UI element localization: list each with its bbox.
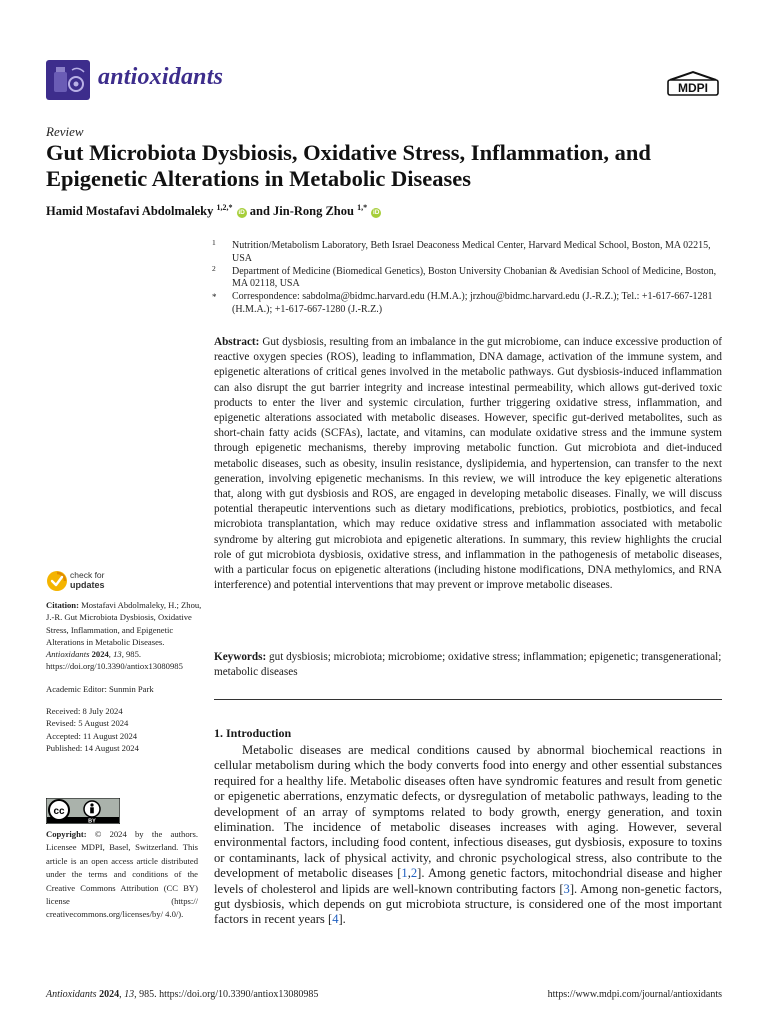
- cc-by-license-icon[interactable]: [46, 798, 120, 824]
- cc-glyph: cc: [53, 806, 65, 817]
- affiliation-mark: 2: [212, 263, 216, 273]
- intro-text: ].: [338, 912, 346, 927]
- footer-doi[interactable]: , 985. https://doi.org/10.3390/antiox13080985: [134, 989, 319, 1000]
- correspondence-mark: *: [212, 292, 217, 303]
- copyright-notice: [46, 828, 198, 922]
- author-name[interactable]: Jin-Rong Zhou: [273, 204, 354, 219]
- citation-year: 2024: [91, 649, 109, 660]
- affiliation-item: [210, 263, 730, 292]
- article-title: Gut Microbiota Dysbiosis, Oxidative Stress, Inflammation, and Epigenetic Alterations in Metabolic Diseases: [46, 140, 651, 191]
- abstract-text: Gut dysbiosis, resulting from an imbalance in the gut microbiome, can induce excessive production of reactive oxygen species (ROS), leading to inflammation, DNA damage, activation of the immune system, and epigenetic alterations of critical genes involved in the metabolic pathways. Gut dysbiosis-induced inflammation can also disrupt the gut barrier integrity and increase intestinal permeability, which allows gut-derived toxic products to enter the liver and systemic circulation, further triggering oxidative stress, inflammation, and epigenetic alterations associated with metabolic diseases. However, specific gut-derived metabolites, such as short-chain fatty acids (SCFAs), lactate, and vitamins, can modulate oxidative stress and the immune system through epigenetic mechanisms, thereby improving metabolic function. Gut microbiota and diet-induced metabolic diseases, such as obesity, insulin resistance, dyslipidemia, and hypertension, can transfer to the next generation, involving epigenetic mechanisms. In this review, we will introduce the key epigenetic alterations that, along with gut dysbiosis and ROS, are engaged in developing metabolic diseases. Finally, we will discuss potential therapeutic interventions such as dietary modifications, prebiotics, probiotics, postbiotics, and fecal microbiota transplantation, which may reduce oxidative stress and inflammation associated with metabolic syndrome by altering gut microbiota and epigenetic alterations. In summary, this review highlights the crucial role of gut microbiota dysbiosis, oxidative stress, and inflammation in the pathogenesis of metabolic diseases, with a particular focus on epigenetic alterations (including histone modifications, DNA methylomics, and RNA interference) and potential interventions that may prevent or improve metabolic diseases.: [214, 336, 722, 592]
- orcid-icon[interactable]: iD: [372, 209, 380, 217]
- check-updates-line2: updates: [70, 579, 105, 590]
- academic-editor: Academic Editor: Sunmin Park: [46, 683, 154, 694]
- intro-text: ]. Among genetic factors, mitochondrial disease and higher levels of cholesterol and lipids are well-known contributing factors [: [214, 866, 722, 896]
- affiliation-item: [210, 240, 730, 266]
- check-updates-line1: check for: [70, 570, 105, 580]
- affiliation-text: Nutrition/Metabolism Laboratory, Beth Israel Deaconess Medical Center, Harvard Medical School, Boston, MA 02215, USA: [232, 240, 711, 264]
- copyright-label: Copyright:: [46, 829, 87, 839]
- check-for-updates-button[interactable]: [46, 570, 126, 594]
- citation-block: Citation: Mostafavi Abdolmaleky, H.; Zhou, J.-R. Gut Microbiota Dysbiosis, Oxidative Stress, Inflammation, and Epigenetic Alterations in Metabolic Diseases. Antioxidants 2024, 13, 985. https://doi.org/10.3390/antiox13080985: [46, 600, 202, 672]
- footer-citation: Antioxidants 2024, 13, 985. https://doi.org/10.3390/antiox13080985: [46, 989, 319, 1000]
- author-list: [46, 203, 381, 219]
- affiliation-text: Department of Medicine (Biomedical Genetics), Boston University Chobanian & Avedisian School of Medicine, Boston, MA 02118, USA: [232, 265, 717, 290]
- keywords-text: gut dysbiosis; microbiota; microbiome; oxidative stress; inflammation; epigenetic; transgenerational; metabolic diseases: [214, 651, 722, 679]
- citation-link[interactable]: 4: [332, 912, 339, 927]
- author-affiliation-marks: 1,*: [357, 203, 368, 212]
- citation-journal: Antioxidants: [46, 649, 90, 660]
- footer-year: 2024: [99, 989, 120, 1000]
- author-affiliation-marks: 1,2,*: [216, 203, 233, 212]
- abstract: [214, 335, 722, 593]
- citation-label: Citation:: [46, 600, 79, 610]
- journal-logo-icon: [46, 60, 90, 100]
- intro-text: ,: [407, 866, 411, 881]
- affiliation-mark: 1: [212, 238, 216, 247]
- correspondence-text[interactable]: Correspondence: sabdolma@bidmc.harvard.edu (H.M.A.); jrzhou@bidmc.harvard.edu (J.-R.Z.); Tel.: +1-617-667-1281 (H.M.A.); +1-617-667-1280 (J.-R.Z.): [232, 291, 713, 315]
- section-heading: 1. Introduction: [214, 726, 292, 740]
- intro-text: ]. Among non-genetic factors, gut dysbiosis, which depends on gut microbiota structure, is considered one of the most important factors in recent years [: [214, 881, 722, 927]
- mdpi-logo-icon: [666, 70, 720, 98]
- orcid-icon[interactable]: iD: [238, 209, 245, 217]
- section-divider: [214, 699, 722, 700]
- footer-journal: Antioxidants: [46, 989, 97, 1000]
- citation-link[interactable]: 3: [563, 881, 570, 896]
- date-revised: Revised: 5 August 2024: [46, 718, 129, 729]
- abstract-label: Abstract:: [214, 336, 260, 348]
- keywords: [214, 650, 722, 680]
- correspondence-item: [210, 291, 730, 317]
- date-received: Received: 8 July 2024: [46, 706, 123, 717]
- affiliations: [210, 240, 730, 317]
- citation-link[interactable]: 2: [410, 866, 418, 881]
- footer-volume: 13: [124, 989, 135, 1000]
- check-updates-icon: [46, 570, 68, 592]
- date-accepted: Accepted: 11 August 2024: [46, 730, 138, 741]
- author-conjunction: and: [249, 204, 270, 219]
- citation-doi[interactable]: , 985. https://doi.org/10.3390/antiox13080985: [46, 649, 183, 672]
- footer-journal-url[interactable]: https://www.mdpi.com/journal/antioxidants: [547, 989, 722, 1000]
- author-name[interactable]: Hamid Mostafavi Abdolmaleky: [46, 204, 214, 219]
- copyright-text: © 2024 by the authors. Licensee MDPI, Basel, Switzerland. This article is an open access article distributed under the terms and conditions of the Creative Commons Attribution (CC BY) license (https:// creativecommons.org/licenses/by/ 4.0/).: [46, 829, 198, 920]
- citation-text: Mostafavi Abdolmaleky, H.; Zhou, J.-R. Gut Microbiota Dysbiosis, Oxidative Stress, Inflammation, and Epigenetic Alterations in Metabolic Diseases.: [46, 600, 202, 647]
- citation-volume: 13: [113, 649, 122, 660]
- date-published: Published: 14 August 2024: [46, 742, 139, 753]
- by-glyph: BY: [88, 818, 96, 824]
- intro-text: Metabolic diseases are medical conditions caused by abnormal biochemical reactions in cellular metabolism during which the body converts food into energy and other essential substances required for a healthy life. Metabolic diseases often have syndromic features and result from genetic or epigenetic aberrations, enzymatic defects, or dysregulation of metabolic pathways, leading to the development of an array of symptoms related to body growth, energy generation, and toxin elimination. The incidence of metabolic diseases increases with aging. However, several environmental factors, including food content, infectious diseases, gut dysbiosis, exposure to toxins or contaminants, lack of physical activity, and chronic psychological stress, also contribute to the development of metabolic diseases [: [214, 743, 722, 881]
- article-sidebar: [46, 599, 202, 754]
- citation-link[interactable]: 1: [401, 866, 408, 881]
- publisher-name: MDPI: [678, 81, 708, 95]
- intro-paragraph: [214, 743, 722, 928]
- article-type: Review: [46, 124, 84, 139]
- journal-name[interactable]: antioxidants: [98, 64, 224, 90]
- keywords-label: Keywords:: [214, 651, 267, 663]
